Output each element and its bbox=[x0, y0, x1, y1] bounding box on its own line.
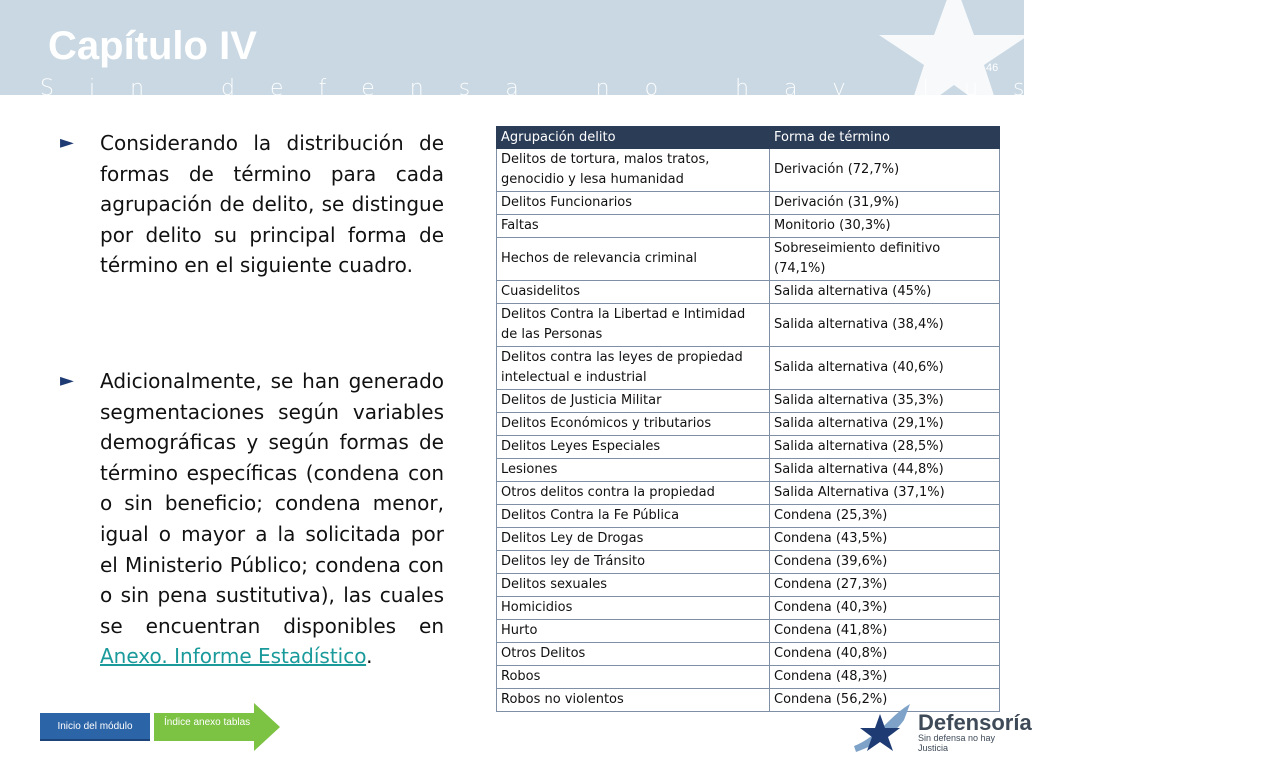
table-body bbox=[497, 149, 1000, 712]
annex-link[interactable]: Anexo. Informe Estadístico bbox=[100, 644, 367, 669]
termination-form-cell: Salida alternativa (28,5%) bbox=[770, 436, 1000, 459]
bullet-item bbox=[60, 366, 450, 672]
termination-form-cell: Condena (39,6%) bbox=[770, 551, 1000, 574]
table-row bbox=[497, 304, 1000, 347]
page-number: 46 bbox=[986, 62, 999, 74]
termination-form-cell: Derivación (72,7%) bbox=[770, 149, 1000, 192]
table-row bbox=[497, 597, 1000, 620]
table-row bbox=[497, 436, 1000, 459]
termination-form-cell: Salida Alternativa (37,1%) bbox=[770, 482, 1000, 505]
crime-group-cell: Delitos Contra la Libertad e Intimidad de las Personas bbox=[497, 304, 770, 347]
table-row bbox=[497, 390, 1000, 413]
termination-form-cell: Derivación (31,9%) bbox=[770, 192, 1000, 215]
crime-group-cell: Delitos ley de Tránsito bbox=[497, 551, 770, 574]
logo-tagline: Sin defensa no hay Justicia bbox=[918, 733, 996, 753]
termination-form-cell: Condena (48,3%) bbox=[770, 666, 1000, 689]
bullet-text-end: . bbox=[366, 644, 373, 669]
crime-group-cell: Otros Delitos bbox=[497, 643, 770, 666]
table-row bbox=[497, 149, 1000, 192]
column-header: Agrupación delito bbox=[497, 127, 770, 149]
termination-form-cell: Condena (56,2%) bbox=[770, 689, 1000, 712]
crime-group-cell: Robos bbox=[497, 666, 770, 689]
page-title: Capítulo IV bbox=[48, 24, 257, 68]
termination-form-cell: Condena (27,3%) bbox=[770, 574, 1000, 597]
crime-group-cell: Cuasidelitos bbox=[497, 281, 770, 304]
defensoria-logo bbox=[850, 700, 1032, 758]
termination-form-cell: Condena (40,8%) bbox=[770, 643, 1000, 666]
termination-form-cell: Salida alternativa (38,4%) bbox=[770, 304, 1000, 347]
crime-group-cell: Delitos Contra la Fe Pública bbox=[497, 505, 770, 528]
termination-form-cell: Sobreseimiento definitivo (74,1%) bbox=[770, 238, 1000, 281]
bullet-text: Adicionalmente, se han generado segmentaciones según variables demográficas y según formas de término específicas (condena con o sin beneficio; condena menor, igual o mayor a la solicitada por el Ministerio Público; condena con o sin pena sustitutiva), las cuales se encuentran disponibles en bbox=[100, 369, 444, 638]
termination-form-cell: Salida alternativa (45%) bbox=[770, 281, 1000, 304]
table-row bbox=[497, 281, 1000, 304]
home-module-label: Inicio del módulo bbox=[57, 720, 133, 732]
crime-group-cell: Delitos de tortura, malos tratos, genocidio y lesa humanidad bbox=[497, 149, 770, 192]
star-logo-icon bbox=[850, 700, 916, 756]
crime-group-cell: Homicidios bbox=[497, 597, 770, 620]
termination-form-cell: Salida alternativa (29,1%) bbox=[770, 413, 1000, 436]
home-module-button[interactable] bbox=[40, 713, 150, 741]
motto-watermark: Sin defensa no hay Justicia bbox=[40, 76, 1281, 101]
table-row bbox=[497, 215, 1000, 238]
table-row bbox=[497, 643, 1000, 666]
bullet-item bbox=[60, 128, 450, 281]
table-row bbox=[497, 413, 1000, 436]
arrow-right-icon: ► bbox=[60, 132, 74, 153]
crime-group-cell: Faltas bbox=[497, 215, 770, 238]
table-header-row bbox=[497, 127, 1000, 149]
logo-name: Defensoría bbox=[918, 710, 1032, 735]
column-header: Forma de término bbox=[770, 127, 1000, 149]
table-index-label: Índice anexo tablas bbox=[164, 717, 251, 728]
table-index-button[interactable] bbox=[154, 703, 284, 751]
crime-group-cell: Lesiones bbox=[497, 459, 770, 482]
table-row bbox=[497, 666, 1000, 689]
crime-group-cell: Otros delitos contra la propiedad bbox=[497, 482, 770, 505]
termination-form-cell: Salida alternativa (44,8%) bbox=[770, 459, 1000, 482]
table-row bbox=[497, 574, 1000, 597]
table-row bbox=[497, 482, 1000, 505]
table-row bbox=[497, 505, 1000, 528]
termination-table bbox=[496, 126, 1000, 712]
crime-group-cell: Hurto bbox=[497, 620, 770, 643]
bullet-text-container bbox=[100, 366, 444, 672]
termination-form-cell: Salida alternativa (40,6%) bbox=[770, 347, 1000, 390]
table-row bbox=[497, 238, 1000, 281]
table-row bbox=[497, 620, 1000, 643]
table-row bbox=[497, 528, 1000, 551]
termination-form-cell: Salida alternativa (35,3%) bbox=[770, 390, 1000, 413]
termination-form-cell: Condena (25,3%) bbox=[770, 505, 1000, 528]
table-row bbox=[497, 347, 1000, 390]
table-row bbox=[497, 192, 1000, 215]
star-icon bbox=[824, 0, 1024, 120]
crime-group-cell: Delitos Ley de Drogas bbox=[497, 528, 770, 551]
crime-group-cell: Hechos de relevancia criminal bbox=[497, 238, 770, 281]
crime-group-cell: Robos no violentos bbox=[497, 689, 770, 712]
crime-group-cell: Delitos contra las leyes de propiedad intelectual e industrial bbox=[497, 347, 770, 390]
crime-group-cell: Delitos Económicos y tributarios bbox=[497, 413, 770, 436]
header-banner bbox=[0, 0, 1281, 101]
crime-group-cell: Delitos sexuales bbox=[497, 574, 770, 597]
crime-group-cell: Delitos de Justicia Militar bbox=[497, 390, 770, 413]
table-row bbox=[497, 551, 1000, 574]
termination-form-cell: Condena (40,3%) bbox=[770, 597, 1000, 620]
table-row bbox=[497, 459, 1000, 482]
crime-group-cell: Delitos Funcionarios bbox=[497, 192, 770, 215]
arrow-right-icon: ► bbox=[60, 370, 74, 391]
termination-form-cell: Monitorio (30,3%) bbox=[770, 215, 1000, 238]
termination-form-cell: Condena (41,8%) bbox=[770, 620, 1000, 643]
termination-form-cell: Condena (43,5%) bbox=[770, 528, 1000, 551]
bullet-text: Considerando la distribución de formas de término para cada agrupación de delito, se distingue por delito su principal forma de término en el siguiente cuadro. bbox=[100, 131, 444, 278]
crime-group-cell: Delitos Leyes Especiales bbox=[497, 436, 770, 459]
